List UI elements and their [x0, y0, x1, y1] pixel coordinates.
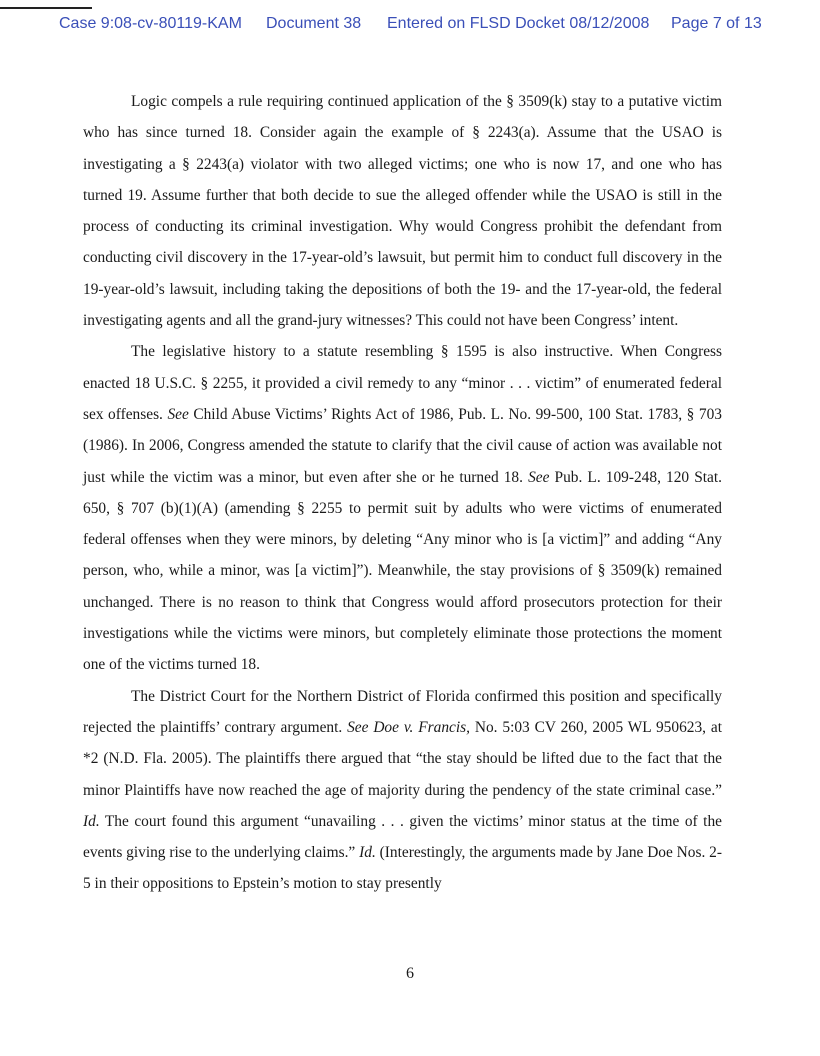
document-number: Document 38 [266, 15, 362, 32]
body-paragraph [83, 681, 722, 900]
italic-citation: See [167, 405, 189, 423]
text-run: Pub. L. 109-248, 120 Stat. 650, § 707 (b)(1)(A) (amending § 2255 to permit suit by adults who were victims of enumerated federal offenses when they were minors, by deleting “Any minor who is [a victim]” and adding “Any person, who, while a minor, was [a victim]”). Meanwhile, the stay provisions of § 3509(k) remained unchanged. There is no reason to think that Congress would afford prosecutors protection for their investigations while the victims were minors, but completely eliminate those protections the moment one of the victims turned 18. [83, 468, 722, 674]
italic-citation: See [528, 468, 550, 486]
text-run: Logic compels a rule requiring continued application of the § 3509(k) stay to a putative victim who has since turned 18. Consider again the example of § 2243(a). Assume that the USAO is investigating a § 2243(a) violator with two alleged victims; one who is now 17, and one who has turned 19. Assume further that both decide to sue the alleged offender while the USAO is still in the process of conducting its criminal investigation. Why would Congress prohibit the defendant from conducting civil discovery in the 17-year-old’s lawsuit, but permit him to conduct full discovery in the 19-year-old’s lawsuit, including taking the depositions of both the 19- and the 17-year-old, the federal investigating agents and all the grand-jury witnesses? This could not have been Congress’ intent. [83, 93, 722, 330]
text-run: The District Court for the Northern District of Florida confirmed this position and specifically rejected the plaintiffs’ contrary argument. [83, 687, 722, 736]
body-paragraph [83, 86, 722, 336]
body-paragraph [83, 336, 722, 680]
text-run: Child Abuse Victims’ Rights Act of 1986, Pub. L. No. 99-500, 100 Stat. 1783, § 703 (1986). In 2006, Congress amended the statute to clarify that the civil cause of action was available not just while the victim was a minor, but even after she or he turned 18. [83, 405, 722, 486]
italic-citation: Id. [83, 812, 100, 830]
italic-citation: Id. [359, 844, 376, 862]
case-number: Case 9:08-cv-80119-KAM [59, 15, 242, 32]
italic-citation: See Doe v. Francis, [347, 718, 470, 736]
docket-entry-date: Entered on FLSD Docket 08/12/2008 [387, 15, 650, 32]
page-number: 6 [406, 965, 414, 982]
text-run: (Interestingly, the arguments made by Jane Doe Nos. 2-5 in their oppositions to Epstein’s motion to stay presently [83, 844, 722, 893]
document-body [83, 86, 722, 900]
text-run: No. 5:03 CV 260, 2005 WL 950623, at *2 (N.D. Fla. 2005). The plaintiffs there argued that “the stay should be lifted due to the fact that the minor Plaintiffs have now reached the age of majority during the pendency of the state criminal case.” [83, 718, 722, 799]
scan-artifact-line [0, 7, 92, 9]
text-run: The court found this argument “unavailing . . . given the victims’ minor status at the time of the events giving rise to the underlying claims.” [83, 812, 722, 862]
text-run: The legislative history to a statute resembling § 1595 is also instructive. When Congress enacted 18 U.S.C. § 2255, it provided a civil remedy to any “minor . . . victim” of enumerated federal sex offenses. [83, 343, 722, 423]
page-of-total: Page 7 of 13 [671, 15, 762, 32]
